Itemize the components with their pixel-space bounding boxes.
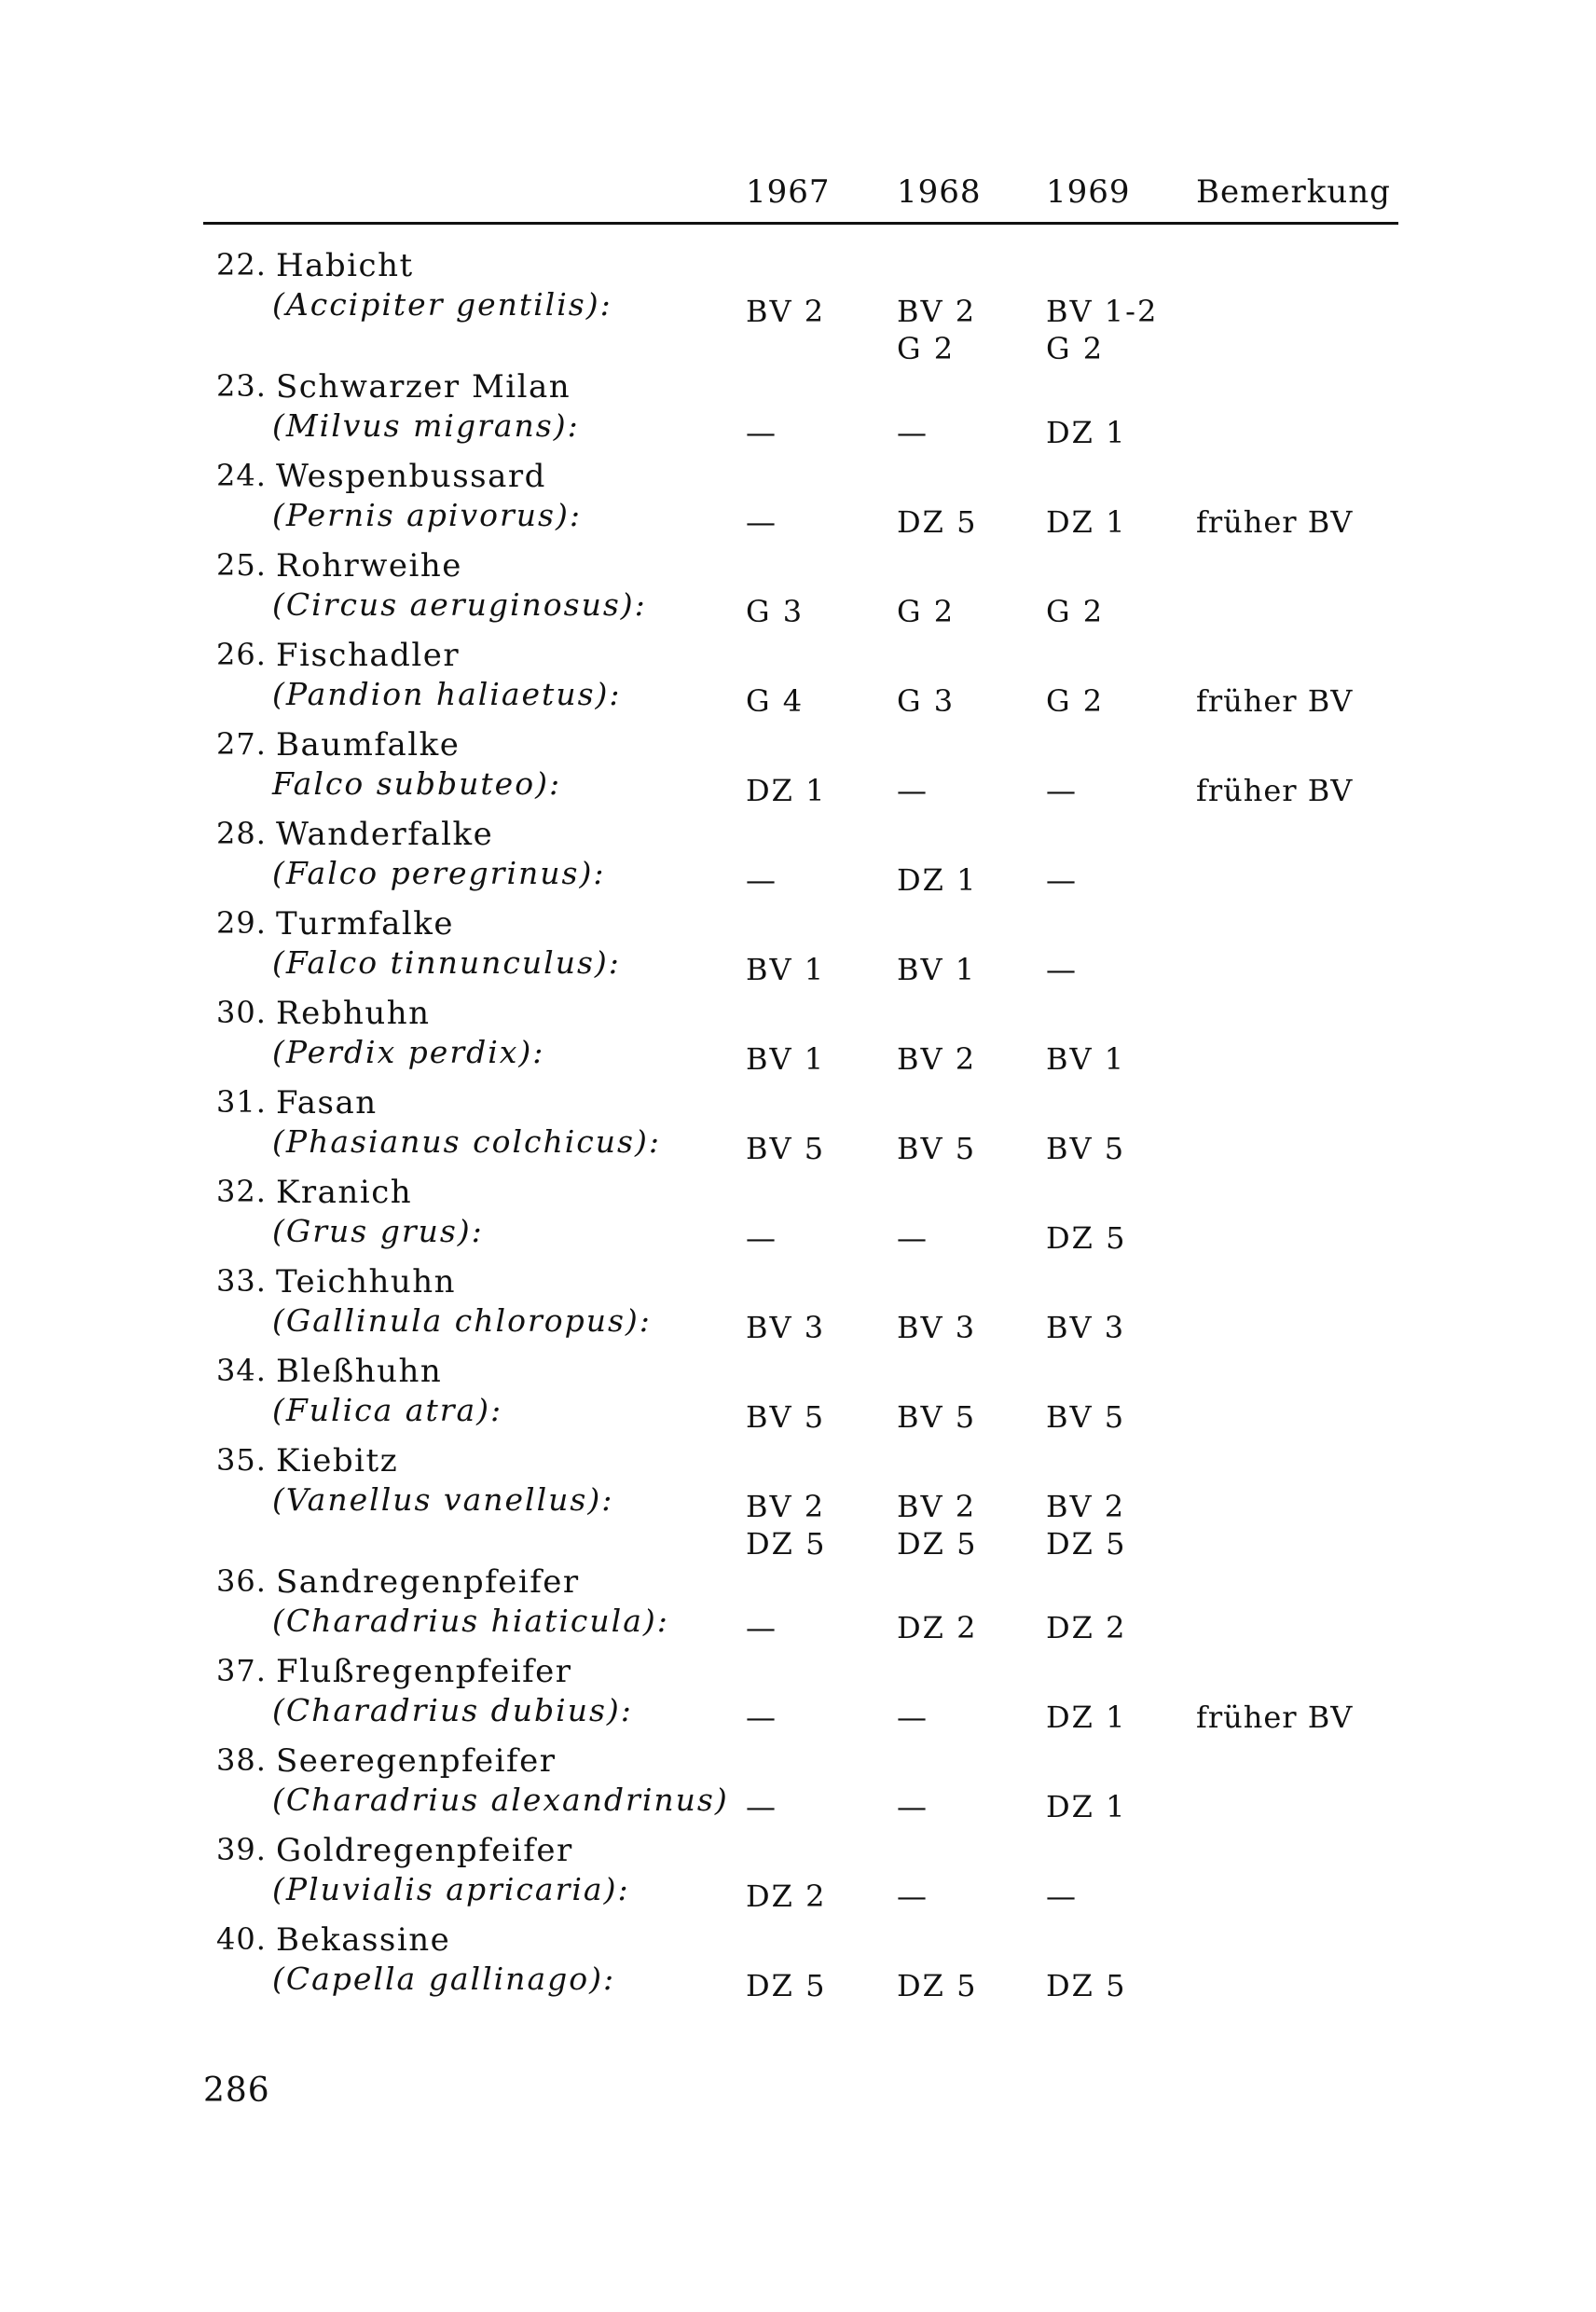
- table-row: [0, 1263, 1596, 1353]
- row-number: 36.: [216, 1563, 267, 1599]
- value-1968: BV 5: [897, 1399, 977, 1435]
- value-1969: G 2: [1046, 594, 1105, 629]
- table-row: [0, 1353, 1596, 1442]
- value-1968: BV 3: [897, 1310, 977, 1345]
- species-latin-name: (Charadrius dubius):: [272, 1692, 633, 1728]
- value-1967: —: [746, 1220, 777, 1256]
- value-1967: —: [746, 1610, 777, 1645]
- value-1967: —: [746, 504, 777, 540]
- value-1968: BV 2: [897, 1041, 977, 1077]
- row-number: 38.: [216, 1742, 267, 1778]
- column-header-remark: Bemerkung: [1196, 173, 1391, 211]
- table-row: [0, 637, 1596, 726]
- value-1967: BV 3: [746, 1310, 826, 1345]
- table-row: [0, 368, 1596, 458]
- species-latin-name: (Grus grus):: [272, 1213, 484, 1249]
- species-latin-name: Falco subbuteo):: [272, 765, 562, 802]
- table-row: [0, 458, 1596, 547]
- species-latin-name: (Phasianus colchicus):: [272, 1123, 661, 1160]
- row-number: 23.: [216, 368, 267, 404]
- species-latin-name: (Charadrius hiaticula):: [272, 1603, 669, 1639]
- value-1968: BV 2: [897, 1489, 977, 1524]
- species-latin-name: (Pernis apivorus):: [272, 497, 582, 533]
- value-1967: BV 1: [746, 952, 826, 987]
- column-header-1967: 1967: [746, 173, 831, 211]
- value-1969: —: [1046, 952, 1078, 987]
- species-latin-name: (Pandion haliaetus):: [272, 676, 622, 712]
- value-1969: DZ 5: [1046, 1968, 1127, 2003]
- value-1969: BV 3: [1046, 1310, 1126, 1345]
- table-row: [0, 1742, 1596, 1832]
- species-common-name: Goldregenpfeifer: [276, 1832, 573, 1869]
- species-common-name: Seeregenpfeifer: [276, 1742, 557, 1780]
- row-number: 37.: [216, 1653, 267, 1688]
- value-1967: DZ 1: [746, 773, 827, 808]
- species-latin-name: (Gallinula chloropus):: [272, 1302, 652, 1339]
- row-number: 29.: [216, 905, 267, 941]
- species-common-name: Wanderfalke: [276, 816, 494, 853]
- value-1969: DZ 1: [1046, 1700, 1127, 1735]
- species-common-name: Kiebitz: [276, 1442, 399, 1479]
- value-1967: BV 5: [746, 1131, 826, 1166]
- value-1969: G 2: [1046, 683, 1105, 719]
- row-number: 30.: [216, 995, 267, 1030]
- table-row: [0, 1832, 1596, 1921]
- row-number: 28.: [216, 816, 267, 851]
- value-1967: BV 2: [746, 1489, 826, 1524]
- species-common-name: Kranich: [276, 1174, 413, 1211]
- table-row: [0, 547, 1596, 637]
- row-number: 35.: [216, 1442, 267, 1478]
- species-common-name: Baumfalke: [276, 726, 461, 764]
- row-number: 22.: [216, 247, 267, 282]
- species-latin-name: (Milvus migrans):: [272, 407, 580, 444]
- species-common-name: Schwarzer Milan: [276, 368, 571, 406]
- remark: früher BV: [1196, 683, 1354, 719]
- table-row: [0, 1084, 1596, 1174]
- species-latin-name: (Falco tinnunculus):: [272, 944, 621, 981]
- species-common-name: Rohrweihe: [276, 547, 462, 585]
- value-1968: —: [897, 1700, 929, 1735]
- species-latin-name: (Accipiter gentilis):: [272, 286, 612, 323]
- species-latin-name: (Charadrius alexandrinus): [272, 1782, 729, 1818]
- header-rule: [203, 222, 1398, 225]
- value-1969-second: DZ 5: [1046, 1526, 1127, 1562]
- value-1968-second: DZ 5: [897, 1526, 978, 1562]
- value-1967: G 4: [746, 683, 805, 719]
- table-row: [0, 1174, 1596, 1263]
- value-1969: —: [1046, 773, 1078, 808]
- row-number: 27.: [216, 726, 267, 762]
- remark: früher BV: [1196, 504, 1354, 540]
- species-common-name: Fasan: [276, 1084, 378, 1122]
- species-latin-name: (Falco peregrinus):: [272, 855, 606, 891]
- value-1969: DZ 1: [1046, 1789, 1127, 1824]
- species-common-name: Sandregenpfeifer: [276, 1563, 580, 1601]
- value-1967: BV 1: [746, 1041, 826, 1077]
- value-1968: —: [897, 1878, 929, 1914]
- species-common-name: Habicht: [276, 247, 414, 284]
- table-row: [0, 1563, 1596, 1653]
- value-1968: BV 2: [897, 294, 977, 329]
- value-1968: DZ 5: [897, 1968, 978, 2003]
- species-latin-name: (Vanellus vanellus):: [272, 1481, 614, 1518]
- species-common-name: Wespenbussard: [276, 458, 546, 495]
- value-1968-second: G 2: [897, 331, 956, 366]
- value-1969: BV 5: [1046, 1399, 1126, 1435]
- value-1969: —: [1046, 1878, 1078, 1914]
- table-row: [0, 905, 1596, 995]
- species-common-name: Bleßhuhn: [276, 1353, 443, 1390]
- value-1969: BV 2: [1046, 1489, 1126, 1524]
- value-1968: G 2: [897, 594, 956, 629]
- table-row: [0, 816, 1596, 905]
- value-1967-second: DZ 5: [746, 1526, 827, 1562]
- table-row: [0, 1921, 1596, 2011]
- value-1968: DZ 2: [897, 1610, 978, 1645]
- row-number: 34.: [216, 1353, 267, 1388]
- species-common-name: Rebhuhn: [276, 995, 431, 1032]
- value-1968: G 3: [897, 683, 956, 719]
- value-1969: BV 5: [1046, 1131, 1126, 1166]
- row-number: 40.: [216, 1921, 267, 1957]
- value-1967: BV 5: [746, 1399, 826, 1435]
- table-row: [0, 726, 1596, 816]
- value-1967: —: [746, 1700, 777, 1735]
- value-1968: BV 1: [897, 952, 977, 987]
- species-common-name: Teichhuhn: [276, 1263, 457, 1300]
- species-latin-name: (Circus aeruginosus):: [272, 586, 647, 623]
- value-1967: DZ 5: [746, 1968, 827, 2003]
- value-1968: —: [897, 1789, 929, 1824]
- species-common-name: Turmfalke: [276, 905, 455, 943]
- row-number: 32.: [216, 1174, 267, 1209]
- remark: früher BV: [1196, 1700, 1354, 1735]
- species-latin-name: (Fulica atra):: [272, 1392, 503, 1428]
- value-1969: DZ 1: [1046, 504, 1127, 540]
- value-1969: BV 1-2: [1046, 294, 1159, 329]
- row-number: 26.: [216, 637, 267, 672]
- value-1969: DZ 2: [1046, 1610, 1127, 1645]
- species-common-name: Fischadler: [276, 637, 461, 674]
- species-table: [0, 247, 1596, 2011]
- row-number: 39.: [216, 1832, 267, 1867]
- value-1969: BV 1: [1046, 1041, 1126, 1077]
- row-number: 33.: [216, 1263, 267, 1299]
- value-1968: DZ 1: [897, 862, 978, 898]
- value-1969: —: [1046, 862, 1078, 898]
- column-header-1968: 1968: [897, 173, 982, 211]
- value-1969: DZ 1: [1046, 415, 1127, 450]
- value-1969-second: G 2: [1046, 331, 1105, 366]
- species-latin-name: (Perdix perdix):: [272, 1034, 545, 1070]
- value-1968: BV 5: [897, 1131, 977, 1166]
- table-row: [0, 1442, 1596, 1563]
- value-1969: DZ 5: [1046, 1220, 1127, 1256]
- value-1967: —: [746, 862, 777, 898]
- value-1967: G 3: [746, 594, 805, 629]
- value-1967: DZ 2: [746, 1878, 827, 1914]
- value-1968: DZ 5: [897, 504, 978, 540]
- species-latin-name: (Pluvialis apricaria):: [272, 1871, 630, 1907]
- value-1967: —: [746, 1789, 777, 1824]
- value-1968: —: [897, 773, 929, 808]
- species-common-name: Bekassine: [276, 1921, 451, 1959]
- species-latin-name: (Capella gallinago):: [272, 1961, 616, 1997]
- value-1967: —: [746, 415, 777, 450]
- value-1968: —: [897, 1220, 929, 1256]
- table-row: [0, 1653, 1596, 1742]
- page-number: 286: [203, 2071, 270, 2110]
- table-row: [0, 995, 1596, 1084]
- column-header-1969: 1969: [1046, 173, 1131, 211]
- table-row: [0, 247, 1596, 368]
- species-common-name: Flußregenpfeifer: [276, 1653, 572, 1690]
- value-1968: —: [897, 415, 929, 450]
- remark: früher BV: [1196, 773, 1354, 808]
- value-1967: BV 2: [746, 294, 826, 329]
- row-number: 25.: [216, 547, 267, 583]
- row-number: 24.: [216, 458, 267, 493]
- row-number: 31.: [216, 1084, 267, 1120]
